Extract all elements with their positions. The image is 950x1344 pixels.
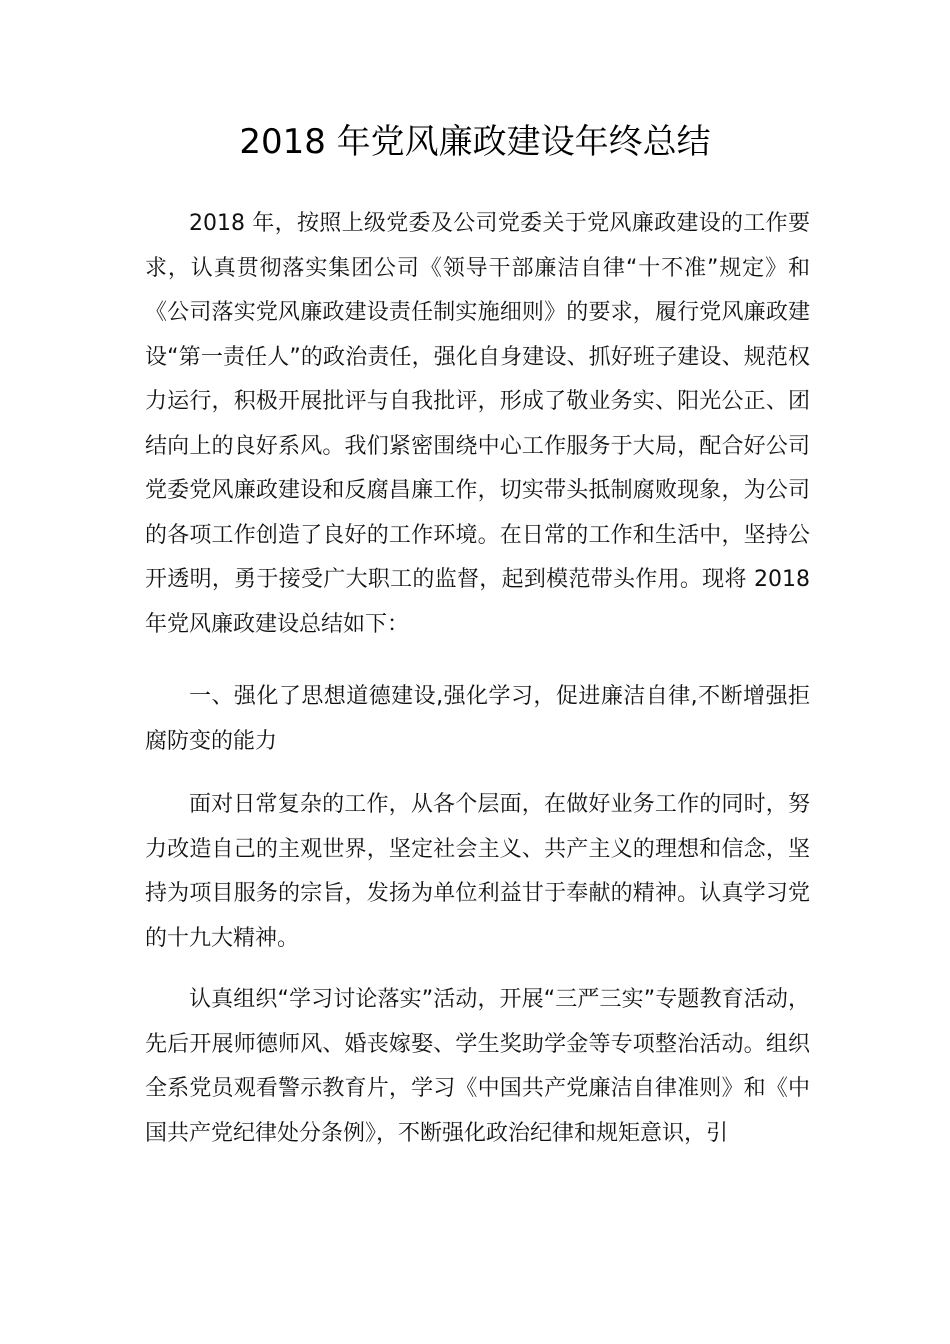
document-title: 2018 年党风廉政建设年终总结 [239,122,711,162]
paragraph-activities: 认真组织“学习讨论落实”活动，开展“三严三实”专题教育活动，先后开展师德师风、婚丧嫁娶、学生奖助学金等专项整治活动。组织全系党员观看警示教育片，学习《中国共产党廉洁自律准则》和《中国共产党纪律处分条例》，不断强化政治纪律和规矩意识，引 [145,987,810,1146]
section-heading-1: 一、强化了思想道德建设,强化学习，促进廉洁自律,不断增强拒腐防变的能力 [145,684,810,754]
paragraph-study: 面对日常复杂的工作，从各个层面，在做好业务工作的同时，努力改造自己的主观世界，坚定社会主义、共产主义的理想和信念，坚持为项目服务的宗旨，发扬为单位利益甘于奉献的精神。认真学习党的十九大精神。 [145,792,810,951]
paragraph-intro: 2018 年，按照上级党委及公司党委关于党风廉政建设的工作要求，认真贯彻落实集团公司《领导干部廉洁自律“十不准”规定》和《公司落实党风廉政建设责任制实施细则》的要求，履行党风廉政建设“第一责任人”的政治责任，强化自身建设、抓好班子建设、规范权力运行，积极开展批评与自我批评，形成了敬业务实、阳光公正、团结向上的良好系风。我们紧密围绕中心工作服务于大局，配合好公司党委党风廉政建设和反腐昌廉工作，切实带头抵制腐败现象，为公司的各项工作创造了良好的工作环境。在日常的工作和生活中，坚持公开透明，勇于接受广大职工的监督，起到模范带头作用。现将 2018 年党风廉政建设总结如下： [145,211,810,637]
